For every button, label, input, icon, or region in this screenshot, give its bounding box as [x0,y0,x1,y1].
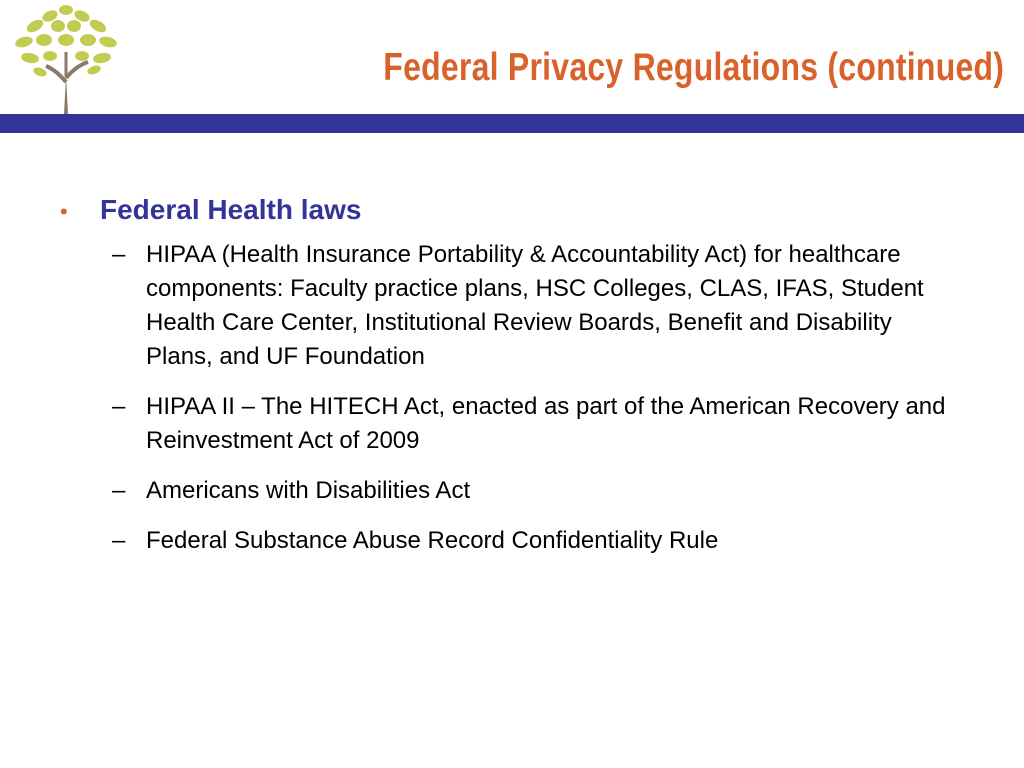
sub-bullet-item [112,238,960,374]
bullet-marker: • [60,199,68,224]
sub-bullet-marker: – [112,241,126,268]
sub-bullet-text: HIPAA II – The HITECH Act, enacted as part of the American Recovery and Reinvestment Act of 2009 [146,393,946,454]
bullet-item [60,194,960,226]
sub-bullet-marker: – [112,477,126,504]
header-rule [0,114,1024,133]
sub-bullet-marker: – [112,527,126,554]
bullet-heading: Federal Health laws [100,194,362,225]
tree-logo-icon [10,2,122,116]
slide-body [60,194,960,574]
sub-bullet-text: Americans with Disabilities Act [146,477,471,504]
sub-bullet-text: HIPAA (Health Insurance Portability & Accountability Act) for healthcare components: Faculty practice plans, HSC Colleges, CLAS, IFAS, Student Health Care Center, Institutional Review Boards, Benefit and Disability Plans, and UF Foundation [146,241,924,370]
slide-title: Federal Privacy Regulations (continued) [383,46,1004,89]
sub-bullet-item [112,524,960,558]
sub-bullet-item [112,390,960,458]
sub-bullet-marker: – [112,393,126,420]
sub-bullet-item [112,474,960,508]
sub-bullet-text: Federal Substance Abuse Record Confidentiality Rule [146,527,719,554]
sub-bullet-list [60,238,960,558]
